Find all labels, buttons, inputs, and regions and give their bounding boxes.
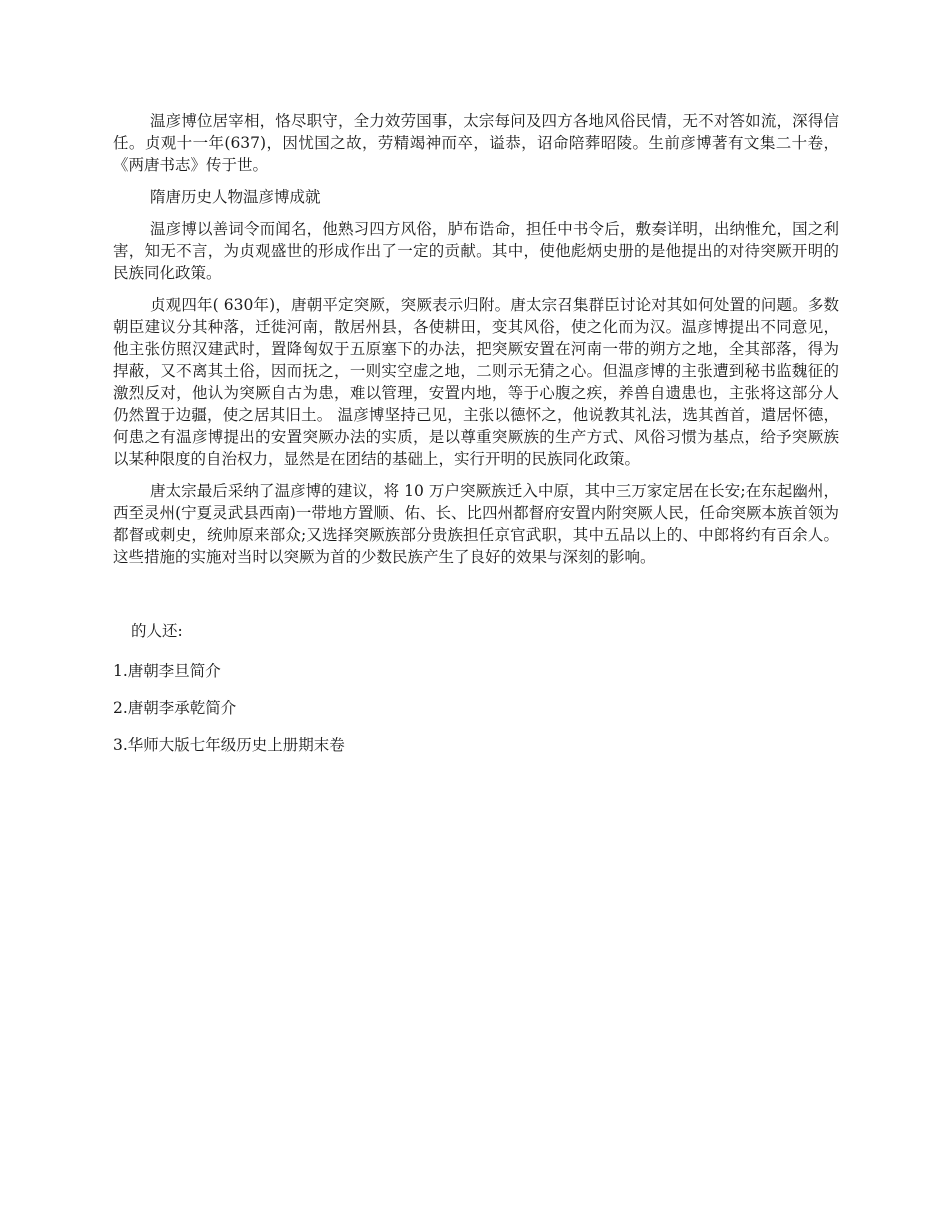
- related-item[interactable]: [113, 660, 839, 682]
- related-link[interactable]: 1.唐朝李旦简介: [113, 662, 221, 680]
- document-page: [113, 110, 839, 771]
- related-item[interactable]: [113, 734, 839, 756]
- related-list: [113, 660, 839, 756]
- article-paragraph: 温彦博位居宰相，恪尽职守，全力效劳国事，太宗每问及四方各地风俗民情，无不对答如流，深得信任。贞观十一年(637)，因忧国之故，劳精竭神而卒，谥恭，诏命陪葬昭陵。生前彦博著有文集二十卷，《两唐书志》传于世。: [113, 112, 839, 174]
- related-item[interactable]: [113, 697, 839, 719]
- article-paragraph: 温彦博以善词令而闻名，他熟习四方风俗，胪布诰命，担任中书令后，敷奏详明，出纳惟允，国之利害，知无不言，为贞观盛世的形成作出了一定的贡献。其中，使他彪炳史册的是他提出的对待突厥开明的民族同化政策。: [113, 220, 839, 282]
- related-link[interactable]: 2.唐朝李承乾简介: [113, 699, 237, 717]
- section-heading: 隋唐历史人物温彦博成就: [150, 188, 321, 206]
- related-title: 的人还:: [131, 622, 183, 640]
- article-paragraph: 贞观四年( 630年)，唐朝平定突厥，突厥表示归附。唐太宗召集群臣讨论对其如何处置的问题。多数朝臣建议分其种落，迁徙河南，散居州县，各使耕田，变其风俗，使之化而为汉。温彦博提出不同意见，他主张仿照汉建武时，置降匈奴于五原塞下的办法，把突厥安置在河南一带的朔方之地，全其部落，得为捍蔽，又不离其土俗，因而抚之，一则实空虚之地，二则示无猜之心。但温彦博的主张遭到秘书监魏征的激烈反对，他认为突厥自古为患，难以管理，安置内地，等于心腹之疾，养兽自遗患也，主张将这部分人仍然置于边疆，使之居其旧土。 温彦博坚持己见，主张以德怀之，他说教其礼法，选其酋首，遣居怀德，何患之有温彦博提出的安置突厥办法的实质，是以尊重突厥族的生产方式、风俗习惯为基点，给予突厥族以某种限度的自治权力，显然是在团结的基础上，实行开明的民族同化政策。: [113, 296, 839, 468]
- related-link[interactable]: 3.华师大版七年级历史上册期末卷: [113, 736, 345, 754]
- section-spacer: [113, 578, 839, 620]
- article-paragraph: 唐太宗最后采纳了温彦博的建议，将 10 万户突厥族迁入中原，其中三万家定居在长安;在东起幽州，西至灵州(宁夏灵武县西南)一带地方置顺、佑、长、比四州都督府安置内附突厥人民，任命突厥本族首领为都督或刺史，统帅原来部众;又选择突厥族部分贵族担任京官武职，其中五品以上的、中郎将约有百余人。这些措施的实施对当时以突厥为首的少数民族产生了良好的效果与深刻的影响。: [113, 482, 839, 566]
